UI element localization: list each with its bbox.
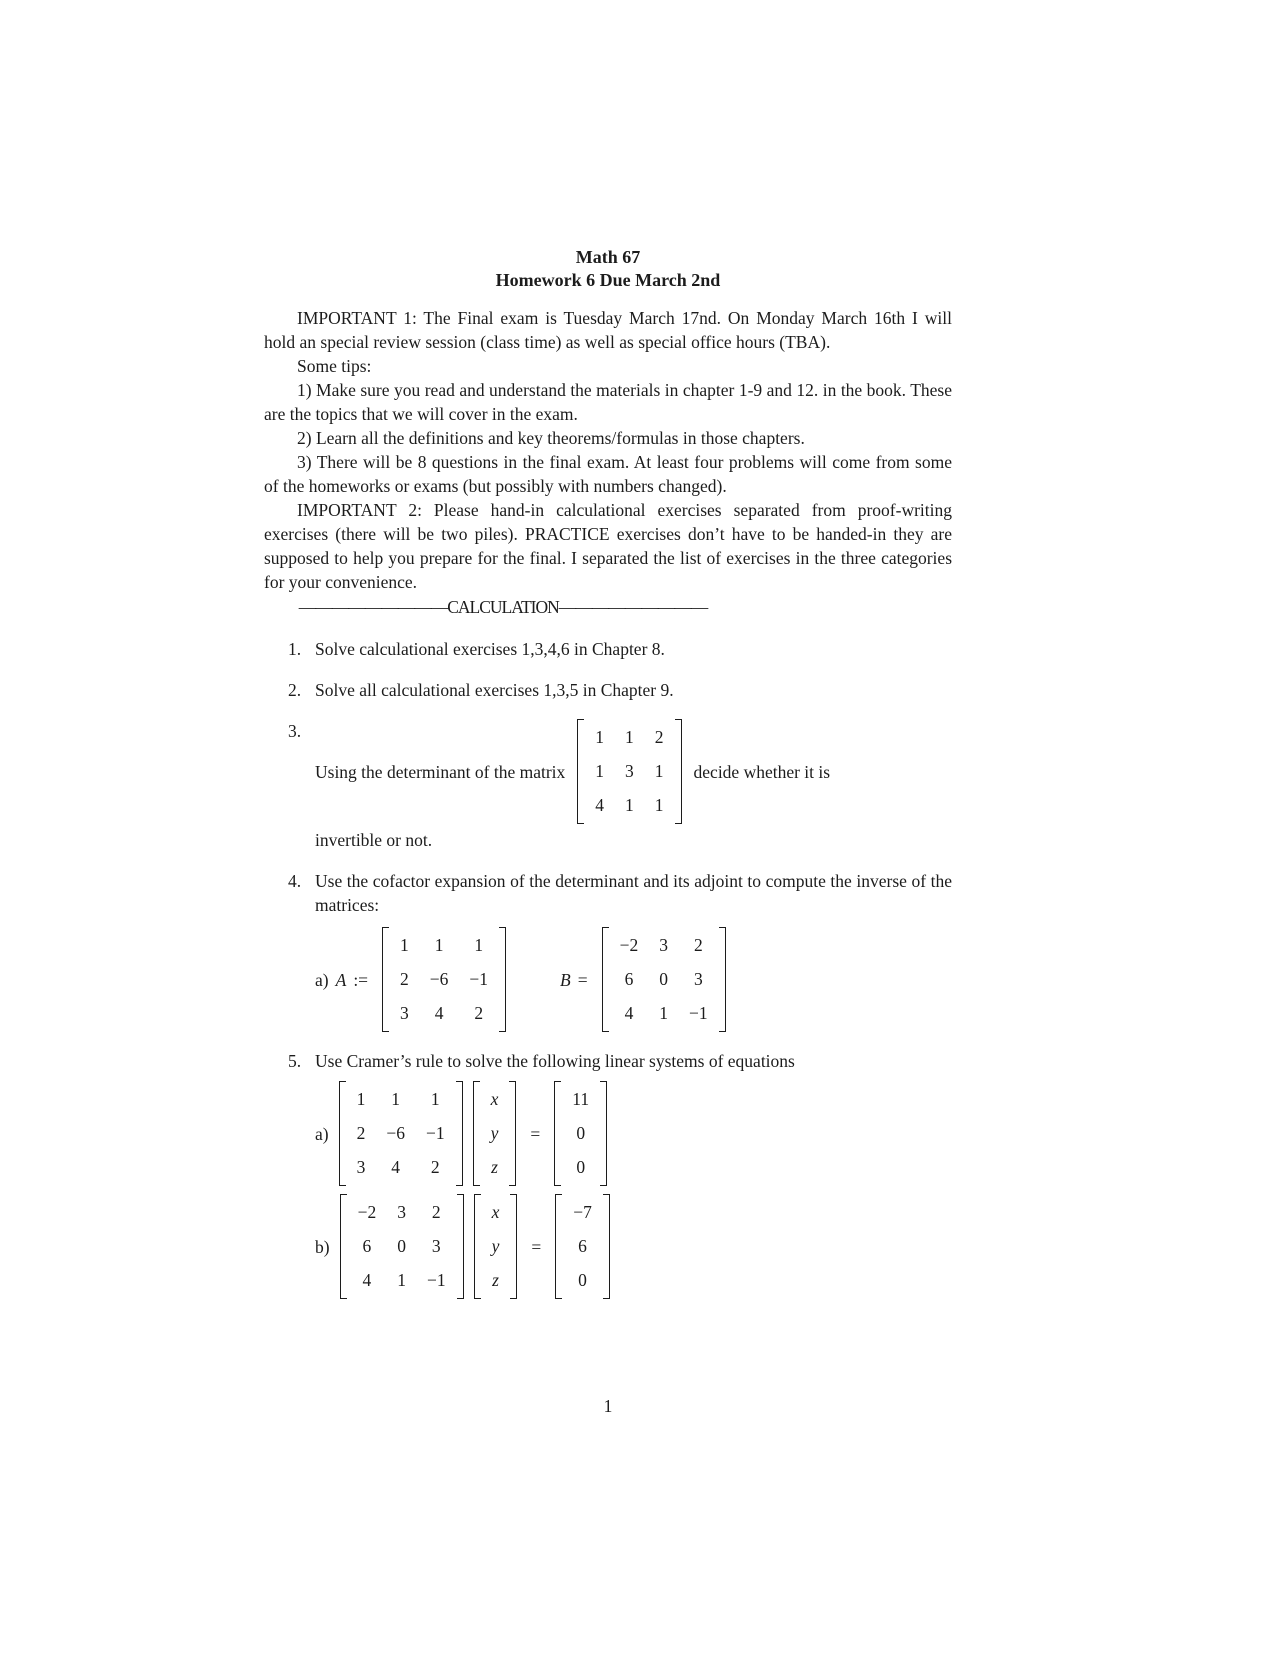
- problem-3-matrix: [577, 719, 681, 824]
- system-b-equals-sign: =: [531, 1236, 542, 1257]
- matrix-cell: 3: [431, 1236, 441, 1256]
- paragraph-tip3: 3) There will be 8 questions in the final exam. At least four problems will come from some of the homeworks or exams (but possibly with numbers changed).: [264, 452, 952, 496]
- matrix-grid: [481, 1194, 511, 1299]
- matrix-b: [602, 927, 726, 1032]
- matrix-cell: 1: [434, 935, 444, 955]
- matrix-cell: 1: [474, 935, 484, 955]
- problem-4-number: 4.: [288, 871, 302, 891]
- matrix-cell: y: [491, 1236, 500, 1256]
- matrix-b-name: B: [560, 969, 571, 990]
- matrix-cell: 1: [595, 727, 605, 747]
- matrix-cell: 1: [654, 761, 664, 781]
- matrix-cell: 3: [625, 761, 634, 781]
- problem-3-text-after: decide whether it is: [693, 761, 831, 782]
- matrix-a-name: A: [335, 969, 347, 990]
- problem-2: [264, 678, 952, 702]
- problem-3-statement-row: [315, 719, 952, 824]
- matrix-cell: 2: [693, 935, 703, 955]
- matrix-cell: −7: [573, 1202, 592, 1222]
- system-b-coefficient-matrix: [340, 1194, 464, 1299]
- system-a-row: [315, 1081, 952, 1186]
- matrix-cell: 6: [624, 969, 634, 989]
- matrix-left-bracket: [577, 719, 584, 824]
- problem-3-text-before: Using the determinant of the matrix: [315, 761, 566, 782]
- problem-1-number: 1.: [288, 639, 302, 659]
- matrix-b-label: [560, 968, 588, 992]
- problem-5: [264, 1049, 952, 1299]
- matrix-cell: −1: [469, 969, 489, 989]
- matrix-cell: y: [490, 1123, 499, 1143]
- calculation-divider: —————————CALCULATION—————————: [298, 597, 708, 617]
- problem-4-content: [315, 869, 952, 1032]
- system-a-equals-sign: =: [530, 1123, 541, 1144]
- problem-4-matrices-row: [315, 927, 952, 1032]
- matrix-right-bracket: [499, 927, 506, 1032]
- matrix-cell: z: [491, 1157, 498, 1177]
- matrix-cell: 3: [400, 1003, 409, 1023]
- problem-1: [264, 637, 952, 661]
- system-b-variable-vector: [474, 1194, 518, 1299]
- matrix-left-bracket: [339, 1081, 346, 1186]
- matrix-a-relation: :=: [353, 969, 369, 990]
- matrix-cell: 3: [693, 969, 703, 989]
- matrix-right-bracket: [600, 1081, 607, 1186]
- matrix-a-label: [315, 968, 368, 992]
- matrix-cell: 2: [400, 969, 409, 989]
- problem-5-content: [315, 1049, 952, 1299]
- matrix-cell: −1: [425, 1123, 445, 1143]
- course-title: Math 67: [575, 247, 641, 267]
- matrix-cell: 2: [654, 727, 664, 747]
- matrix-cell: 0: [397, 1236, 406, 1256]
- matrix-cell: 0: [578, 1270, 587, 1290]
- matrix-cell: 1: [356, 1089, 366, 1109]
- matrix-cell: 4: [434, 1003, 444, 1023]
- matrix-cell: 6: [362, 1236, 372, 1256]
- title-block: [264, 246, 952, 292]
- matrix-cell: −1: [689, 1003, 708, 1023]
- system-b-label: b): [315, 1236, 330, 1257]
- problem-2-text: Solve all calculational exercises 1,3,5 in Chapter 9.: [315, 680, 674, 700]
- matrix-cell: 0: [576, 1157, 586, 1177]
- matrix-cell: 4: [362, 1270, 372, 1290]
- matrix-cell: 3: [397, 1202, 406, 1222]
- page-content: [264, 246, 952, 1316]
- system-a-coefficient-matrix: [339, 1081, 463, 1186]
- problem-4-text: Use the cofactor expansion of the determinant and its adjoint to compute the inverse of the matrices:: [315, 871, 952, 915]
- matrix-cell: 1: [625, 795, 634, 815]
- matrix-grid: [480, 1081, 510, 1186]
- matrix-cell: 11: [572, 1089, 590, 1109]
- matrix-cell: 2: [474, 1003, 484, 1023]
- problem-3: [264, 719, 952, 852]
- matrix-cell: 2: [431, 1202, 441, 1222]
- problem-2-number: 2.: [288, 680, 302, 700]
- matrix-grid: [562, 1194, 603, 1299]
- system-a-variable-vector: [473, 1081, 517, 1186]
- matrix-cell: 3: [659, 935, 668, 955]
- system-a-label: a): [315, 1123, 329, 1144]
- matrix-cell: 4: [391, 1157, 401, 1177]
- matrix-cell: 3: [356, 1157, 366, 1177]
- matrix-cell: 0: [576, 1123, 586, 1143]
- matrix-cell: 2: [430, 1157, 440, 1177]
- matrix-left-bracket: [555, 1194, 562, 1299]
- page-number: 1: [603, 1396, 613, 1416]
- matrix-cell: 1: [400, 935, 409, 955]
- matrix-cell: −6: [429, 969, 449, 989]
- problem-list: [264, 637, 952, 1299]
- problem-3-number: 3.: [288, 721, 302, 741]
- matrix-cell: 4: [595, 795, 605, 815]
- problem-3-content: [315, 719, 952, 852]
- matrix-cell: z: [492, 1270, 499, 1290]
- matrix-right-bracket: [603, 1194, 610, 1299]
- matrix-cell: 4: [624, 1003, 634, 1023]
- matrix-grid: [609, 927, 719, 1032]
- problem-1-text: Solve calculational exercises 1,3,4,6 in Chapter 8.: [315, 639, 665, 659]
- matrix-left-bracket: [554, 1081, 561, 1186]
- matrix-cell: 1: [659, 1003, 668, 1023]
- matrix-grid: [347, 1194, 457, 1299]
- matrix-cell: 1: [654, 795, 664, 815]
- matrix-right-bracket: [510, 1194, 517, 1299]
- problem-3-text-below: invertible or not.: [315, 830, 433, 850]
- paragraph-tip2: 2) Learn all the definitions and key theorems/formulas in those chapters.: [297, 428, 805, 448]
- intro-section: [264, 306, 952, 619]
- matrix-cell: x: [491, 1202, 500, 1222]
- matrix-cell: 6: [578, 1236, 587, 1256]
- matrix-cell: −1: [426, 1270, 446, 1290]
- matrix-left-bracket: [473, 1081, 480, 1186]
- system-b-constant-vector: [555, 1194, 610, 1299]
- problem-4: [264, 869, 952, 1032]
- matrix-left-bracket: [602, 927, 609, 1032]
- matrix-cell: 1: [595, 761, 605, 781]
- matrix-cell: 2: [356, 1123, 366, 1143]
- matrix-right-bracket: [719, 927, 726, 1032]
- matrix-cell: 1: [397, 1270, 406, 1290]
- matrix-left-bracket: [340, 1194, 347, 1299]
- problem-5-number: 5.: [288, 1051, 302, 1071]
- matrix-right-bracket: [457, 1194, 464, 1299]
- matrix-right-bracket: [675, 719, 682, 824]
- matrix-grid: [584, 719, 674, 824]
- matrix-cell: x: [490, 1089, 499, 1109]
- matrix-a: [382, 927, 506, 1032]
- paragraph-important2: IMPORTANT 2: Please hand-in calculational exercises separated from proof-writing exercises (there will be two piles). PRACTICE exercises don’t have to be handed-in they are supposed to help you prepare for the final. I separated the list of exercises in the three categories for your convenience.: [264, 500, 952, 592]
- paragraph-tip1: 1) Make sure you read and understand the materials in chapter 1-9 and 12. in the book. These are the topics that we will cover in the exam.: [264, 380, 952, 424]
- matrix-cell: 0: [659, 969, 668, 989]
- matrix-grid: [346, 1081, 456, 1186]
- paragraph-important1: IMPORTANT 1: The Final exam is Tuesday March 17nd. On Monday March 16th I will hold an special review session (class time) as well as special office hours (TBA).: [264, 308, 952, 352]
- matrix-cell: −2: [619, 935, 639, 955]
- matrix-cell: −2: [357, 1202, 377, 1222]
- matrix-left-bracket: [382, 927, 389, 1032]
- matrix-cell: 1: [625, 727, 634, 747]
- matrix-grid: [389, 927, 499, 1032]
- matrix-cell: 1: [391, 1089, 401, 1109]
- item-a-prefix: a): [315, 969, 329, 990]
- matrix-cell: 1: [430, 1089, 440, 1109]
- matrix-b-relation: =: [577, 969, 588, 990]
- matrix-right-bracket: [456, 1081, 463, 1186]
- matrix-right-bracket: [509, 1081, 516, 1186]
- paragraph-some-tips: Some tips:: [297, 356, 372, 376]
- system-b-row: [315, 1194, 952, 1299]
- homework-title: Homework 6 Due March 2nd: [495, 270, 721, 290]
- system-a-constant-vector: [554, 1081, 607, 1186]
- matrix-left-bracket: [474, 1194, 481, 1299]
- matrix-grid: [561, 1081, 600, 1186]
- problem-5-text: Use Cramer’s rule to solve the following linear systems of equations: [315, 1051, 795, 1071]
- matrix-cell: −6: [386, 1123, 405, 1143]
